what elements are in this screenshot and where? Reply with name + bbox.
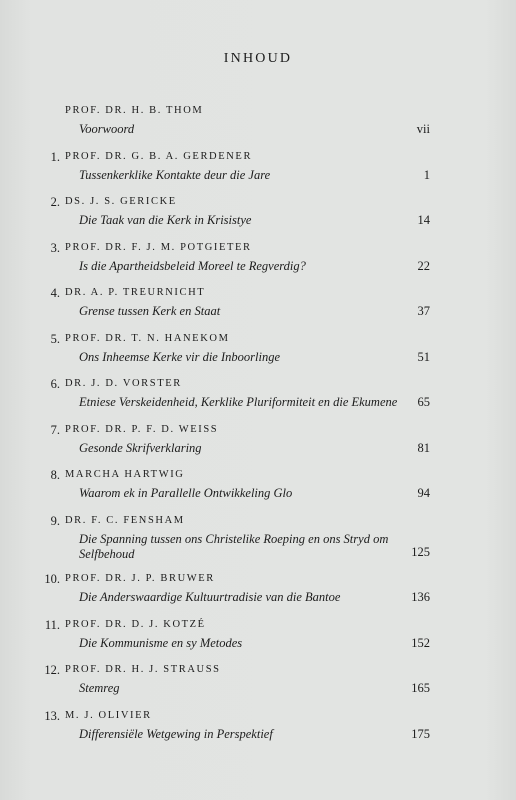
entry-title: Die Kommunisme en sy Metodes <box>79 635 243 650</box>
table-of-contents <box>0 103 516 753</box>
entry-number: 7. <box>50 422 60 437</box>
toc-entry <box>0 240 516 276</box>
entry-title: Gesonde Skrifverklaring <box>79 440 202 455</box>
entry-page-number: 14 <box>417 213 430 227</box>
entry-page-number: 51 <box>417 349 430 364</box>
entry-page-number: 1 <box>423 167 430 182</box>
entry-page-number: 65 <box>417 395 430 409</box>
entry-author: PROF. DR. T. N. HANEKOM <box>65 332 230 344</box>
entry-title: Differensiële Wetgewing in Perspektief <box>79 726 273 741</box>
toc-entry <box>0 194 516 230</box>
entry-title: Tussenkerklike Kontakte deur die Jare <box>79 167 271 182</box>
entry-author: PROF. DR. H. J. STRAUSS <box>65 664 221 675</box>
entry-title: Stemreg <box>79 681 120 695</box>
entry-number: 6. <box>50 377 60 391</box>
entry-number: 8. <box>50 468 60 482</box>
entry-author: M. J. OLIVIER <box>65 709 152 721</box>
entry-author: MARCHA HARTWIG <box>65 469 185 480</box>
entry-author: PROF. DR. P. F. D. WEISS <box>65 423 219 435</box>
entry-page-number: 125 <box>411 544 430 559</box>
entry-number: 1. <box>50 149 60 164</box>
toc-entry <box>0 467 516 503</box>
entry-author: PROF. DR. G. B. A. GERDENER <box>65 150 253 162</box>
entry-page-number: 81 <box>417 440 430 455</box>
entry-number: 2. <box>50 195 60 209</box>
entry-author: PROF. DR. J. P. BRUWER <box>65 573 215 584</box>
entry-title: Etniese Verskeidenheid, Kerklike Pluriformiteit en die Ekumene <box>79 395 398 409</box>
page-title: INHOUD <box>223 51 293 66</box>
entry-number: 4. <box>50 286 60 300</box>
entry-author: DS. J. S. GERICKE <box>65 196 177 207</box>
entry-author: DR. A. P. TREURNICHT <box>65 287 206 298</box>
toc-entry <box>0 331 516 367</box>
toc-entry <box>0 617 516 653</box>
toc-entry <box>0 513 516 562</box>
entry-page-number: 22 <box>417 258 430 273</box>
entry-page-number: 165 <box>411 681 430 695</box>
entry-number: 3. <box>50 240 60 255</box>
entry-title: Die Anderswaardige Kultuurtradisie van die Bantoe <box>79 590 341 604</box>
toc-entry <box>0 662 516 698</box>
entry-title: Grense tussen Kerk en Staat <box>79 304 221 318</box>
entry-title: Die Spanning tussen ons Christelike Roeping en ons Stryd om Selfbehoud <box>79 531 389 561</box>
entry-number: 10. <box>44 572 60 586</box>
entry-title: Die Taak van die Kerk in Krisistye <box>79 213 252 227</box>
entry-page-number: 175 <box>411 726 430 741</box>
entry-author: DR. J. D. VORSTER <box>65 378 182 389</box>
toc-entry <box>0 103 516 139</box>
entry-title: Ons Inheemse Kerke vir die Inboorlinge <box>79 349 280 364</box>
entry-number: 13. <box>44 708 60 723</box>
entry-title: Waarom ek in Parallelle Ontwikkeling Glo <box>79 486 293 500</box>
toc-entry <box>0 285 516 321</box>
entry-page-number: vii <box>416 122 430 136</box>
toc-entry <box>0 422 516 458</box>
entry-author: PROF. DR. F. J. M. POTGIETER <box>65 241 252 253</box>
entry-author: PROF. DR. D. J. KOTZÉ <box>65 618 206 630</box>
entry-number: 12. <box>44 663 60 677</box>
entry-title: Voorwoord <box>79 122 135 136</box>
entry-author: DR. F. C. FENSHAM <box>65 514 185 526</box>
entry-page-number: 94 <box>417 486 430 500</box>
toc-entry <box>0 571 516 607</box>
entry-title: Is die Apartheidsbeleid Moreel te Regverdig? <box>79 258 306 273</box>
entry-page-number: 37 <box>417 304 430 318</box>
toc-entry <box>0 376 516 412</box>
entry-page-number: 136 <box>411 590 430 604</box>
entry-number: 9. <box>50 513 60 528</box>
entry-page-number: 152 <box>411 635 430 650</box>
toc-entry <box>0 149 516 185</box>
entry-number: 11. <box>44 617 60 632</box>
toc-entry <box>0 708 516 744</box>
entry-number: 5. <box>50 331 60 346</box>
entry-author: PROF. DR. H. B. THOM <box>65 105 204 116</box>
